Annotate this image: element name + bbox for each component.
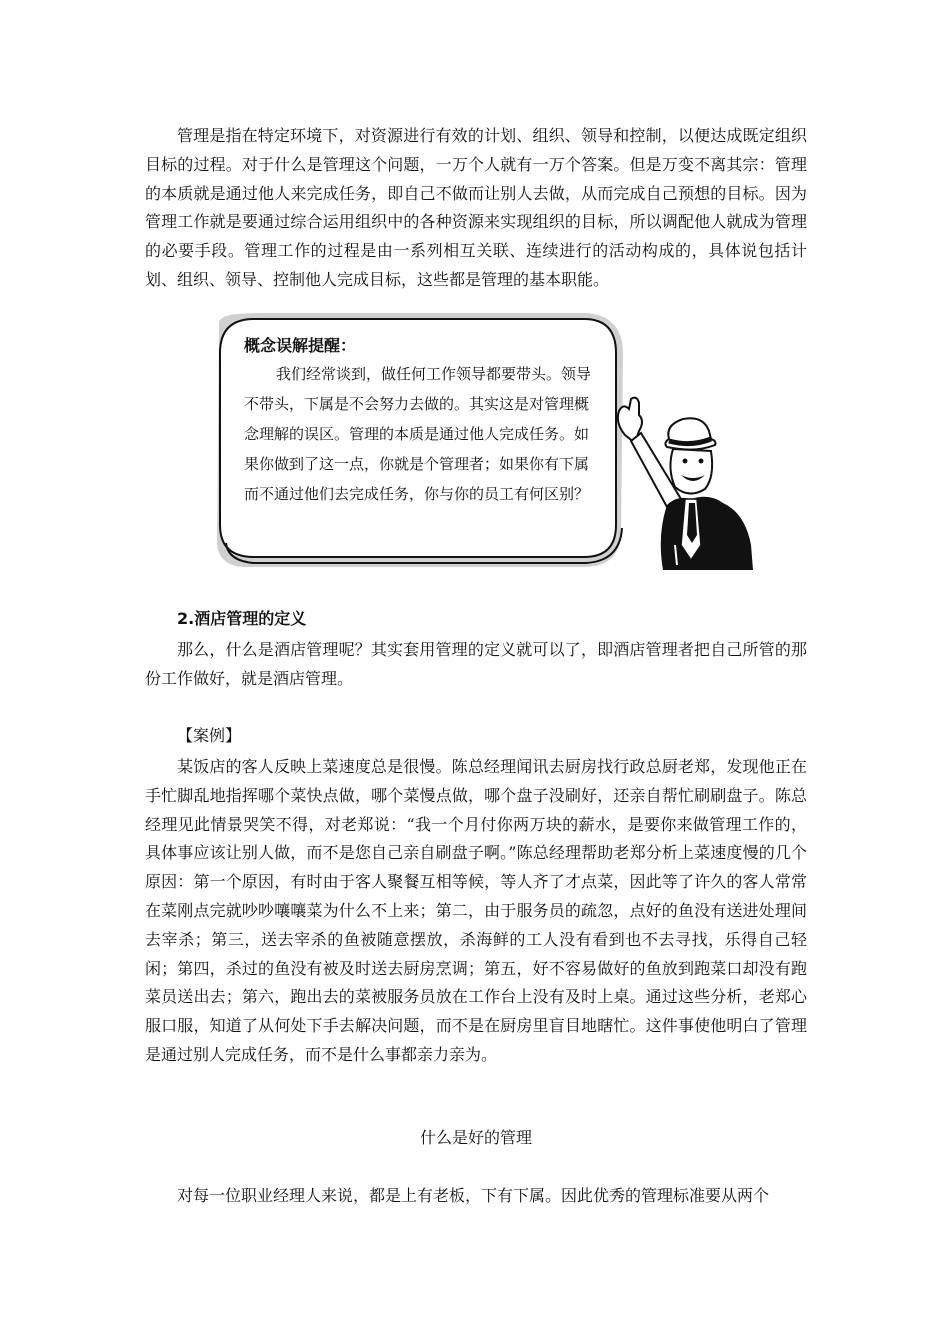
paragraph-case-study: 某饭店的客人反映上菜速度总是很慢。陈总经理闻讯去厨房找行政总厨老郑，发现他正在手忙脚乱地指挥哪个菜快点做，哪个菜慢点做，哪个盘子没刷好，还亲自帮忙刷刷盘子。陈总经理见此情景哭笑不得，对老郑说：“我一个月付你两万块的薪水，是要你来做管理工作的，具体事应该让别人做，而不是您自己亲自刷盘子啊。”陈总经理帮助老郑分析上菜速度慢的几个原因：第一个原因，有时由于客人聚餐互相等候，等人齐了才点菜，因此等了许久的客人常常在菜刚点完就吵吵嚷嚷菜为什么不上来；第二，由于服务员的疏忽，点好的鱼没有送进处理间去宰杀；第三，送去宰杀的鱼被随意摆放，杀海鲜的工人没有看到也不去寻找，乐得自己轻闲；第四，杀过的鱼没有被及时送去厨房烹调；第五，好不容易做好的鱼放到跑菜口却没有跑菜员送出去；第六，跑出去的菜被服务员放在工作台上没有及时上桌。通过这些分析，老郑心服口服，知道了从何处下手去解决问题，而不是在厨房里盲目地瞎忙。这件事使他明白了管理是通过别人完成任务，而不是什么事都亲力亲为。: [145, 757, 807, 1064]
cartoon-manager-icon: [605, 395, 755, 570]
callout-text: 我们经常谈到，做任何工作领导都要带头。领导不带头，下属是不会努力去做的。其实这是对管理概念理解的误区。管理的本质是通过他人完成任务。如果你做到了这一点，你就是个管理者；如果你有下属而不通过他们去完成任务，你与你的员工有何区别？: [244, 365, 592, 503]
case-label: 【案例】: [177, 726, 242, 745]
section-heading-hotel-management: 2.酒店管理的定义: [177, 609, 307, 628]
paragraph-hotel-management: 那么，什么是酒店管理呢？其实套用管理的定义就可以了，即酒店管理者把自己所管的那份工作做好，就是酒店管理。: [145, 640, 807, 688]
paragraph-management-definition: 管理是指在特定环境下，对资源进行有效的计划、组织、领导和控制，以便达成既定组织目标的过程。对于什么是管理这个问题，一万个人就有一万个答案。但是万变不离其宗：管理的本质就是通过他人来完成任务，即自己不做而让别人去做，从而完成自己预想的目标。因为管理工作就是要通过综合运用组织中的各种资源来实现组织的目标，所以调配他人就成为管理的必要手段。管理工作的过程是由一系列相互关联、连续进行的活动构成的，具体说包括计划、组织、领导、控制他人完成目标，这些都是管理的基本职能。: [145, 126, 807, 289]
paragraph-good-management: 对每一位职业经理人来说，都是上有老板，下有下属。因此优秀的管理标准要从两个: [177, 1186, 770, 1205]
subsection-title-good-management: 什么是好的管理: [419, 1128, 532, 1147]
callout-title: 概念误解提醒：: [244, 336, 357, 355]
concept-callout-box: [214, 313, 624, 568]
